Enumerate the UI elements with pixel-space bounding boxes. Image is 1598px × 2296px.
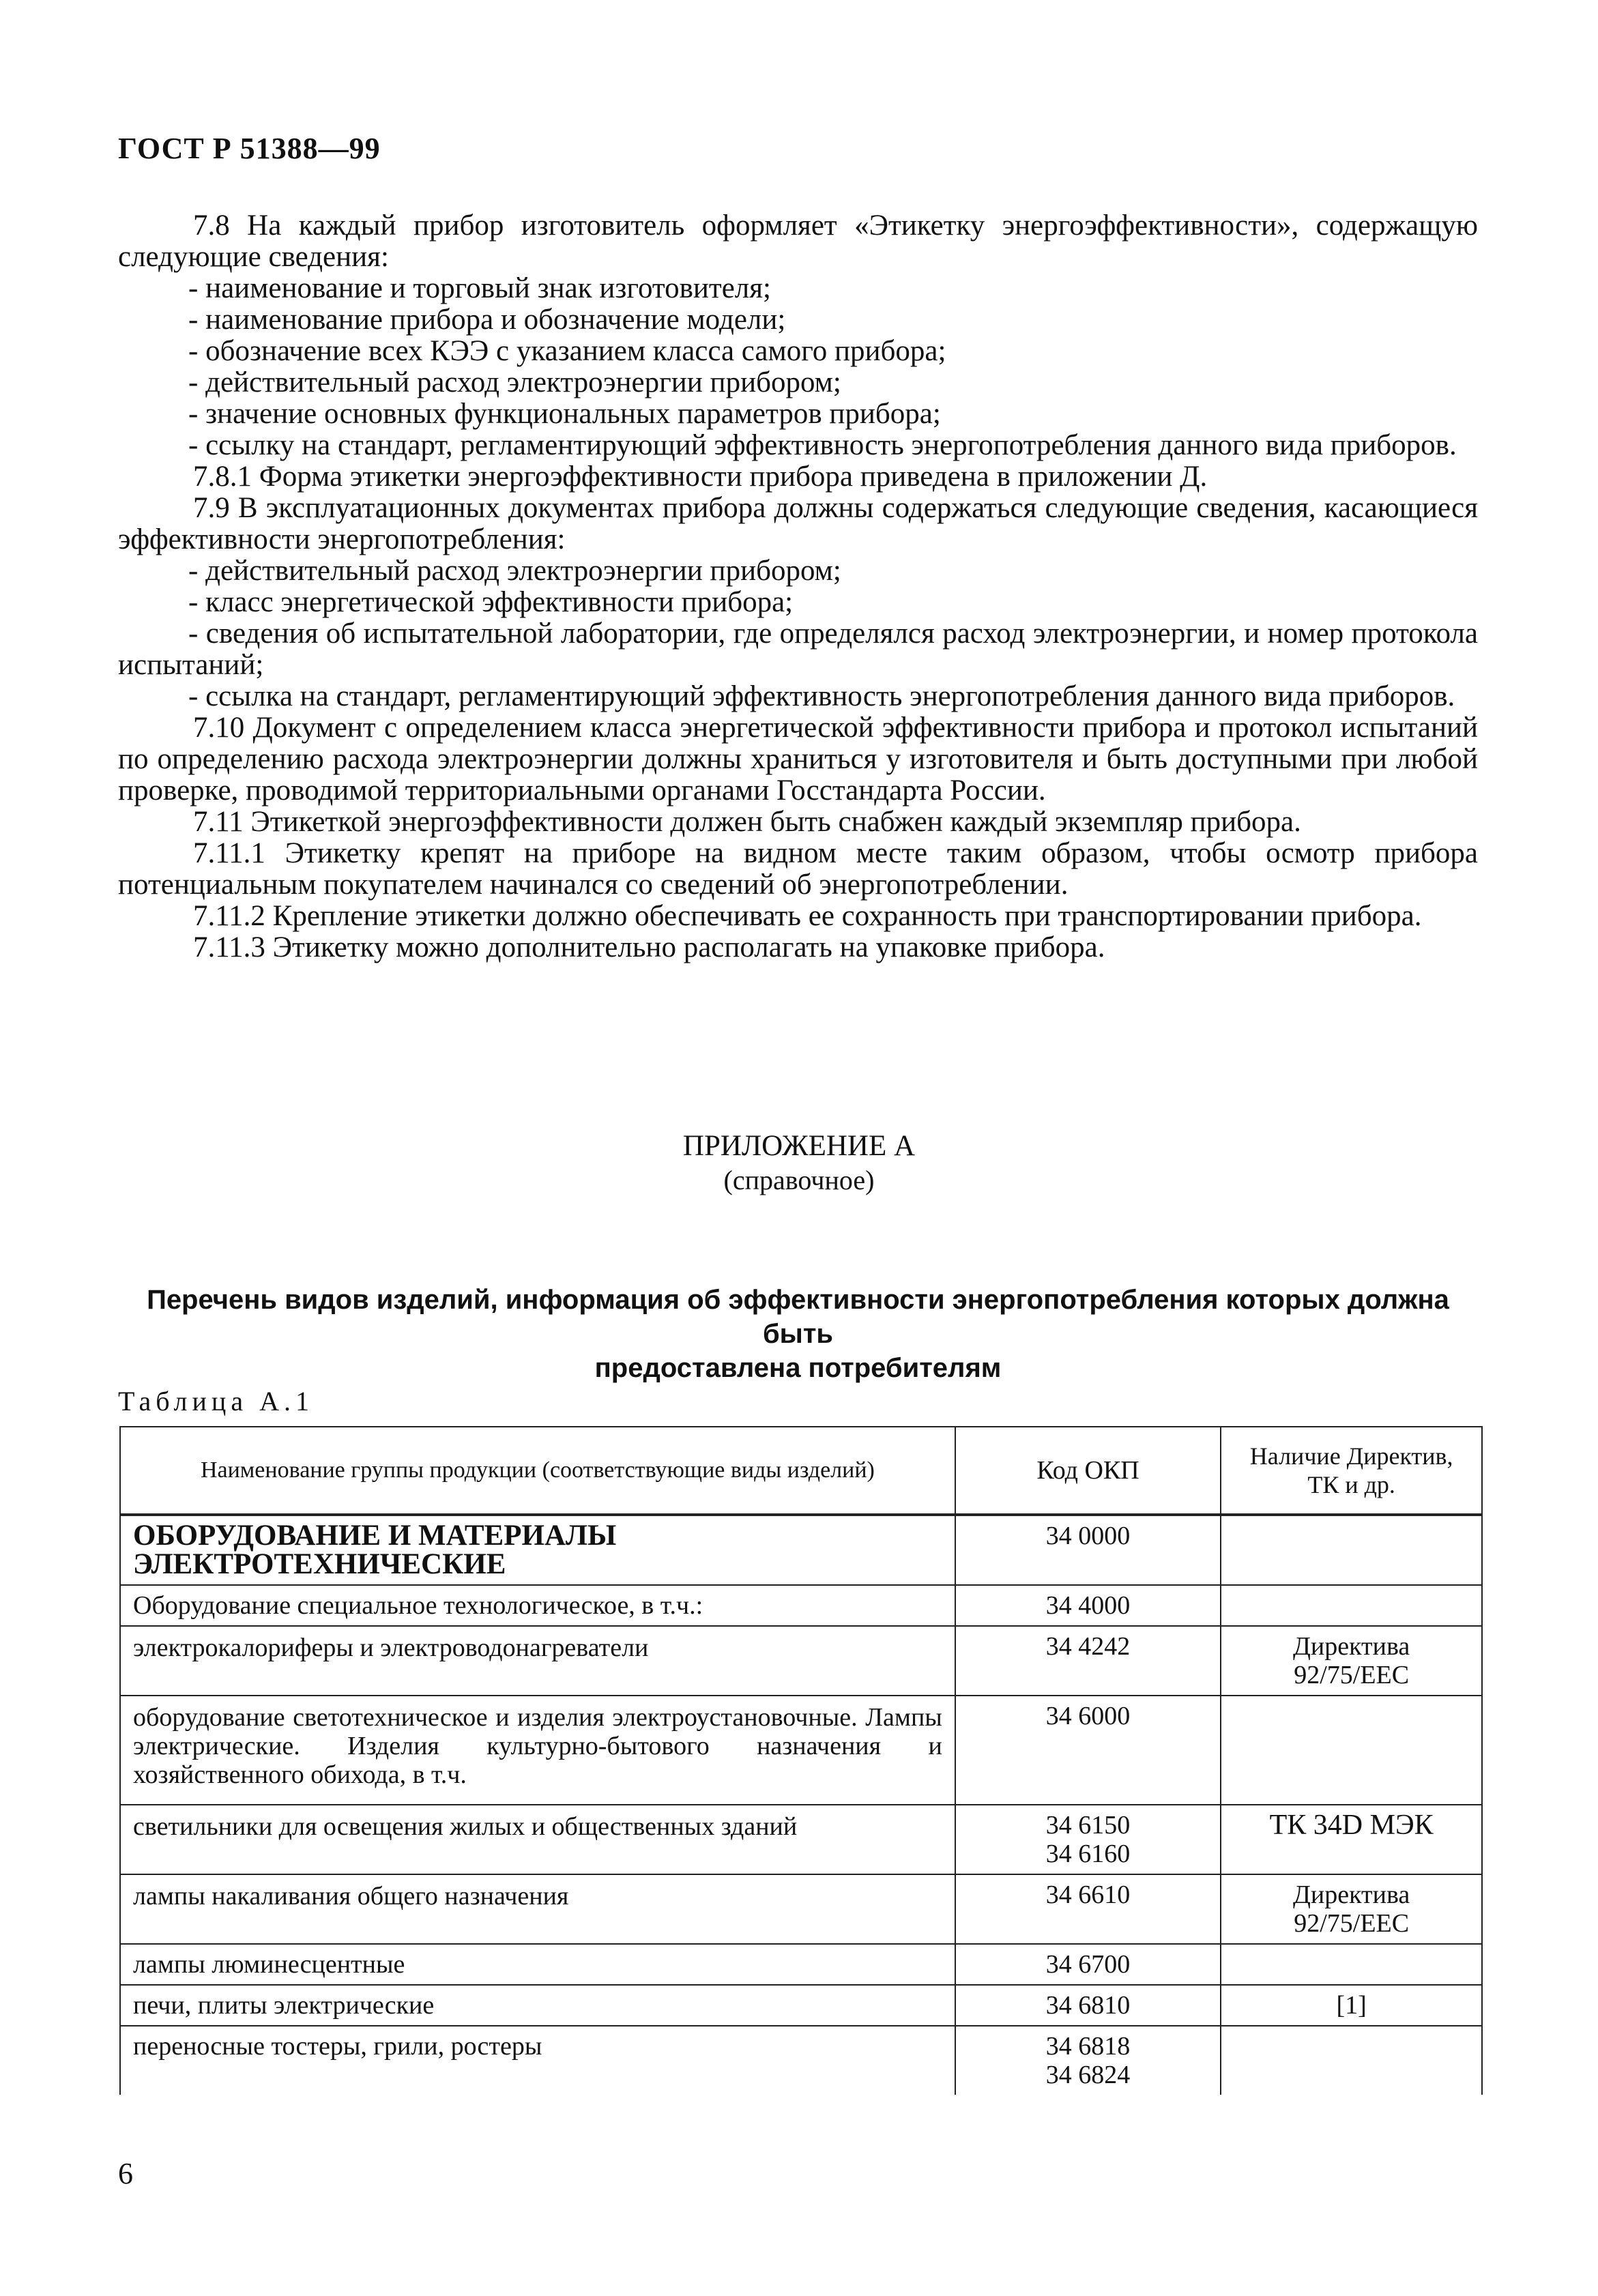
list-item: - значение основных функциональных параметров прибора; <box>188 398 941 430</box>
okp-code: 34 4000 <box>955 1585 1221 1626</box>
reference-text: ТК 34D МЭК <box>1269 1810 1434 1841</box>
table-row <box>120 1944 1482 1985</box>
products-table <box>119 1426 1483 2095</box>
paragraph-7-10: 7.10 Документ с определением класса энергетической эффективности прибора и протокол испытаний по определению расхода электроэнергии должны храниться у изготовителя и быть доступными при любой проверке, проводимой территориальными органами Госстандарта России. <box>118 712 1478 806</box>
table-caption: Таблица А.1 <box>118 1386 314 1416</box>
okp-code-cell <box>955 1805 1221 1874</box>
table-row <box>120 1626 1482 1696</box>
appendix-subtitle: (справочное) <box>723 1165 875 1195</box>
paragraph-7-11-1: 7.11.1 Этикетку крепят на приборе на видном месте таким образом, чтобы осмотр прибора потенциальным покупателем начинался со сведений об энергопотреблении. <box>118 837 1478 901</box>
paragraph-7-11-2: 7.11.2 Крепление этикетки должно обеспечивать ее сохранность при транспортировании прибора. <box>193 900 1422 932</box>
column-header-references: Наличие Директив, ТК и др. <box>1221 1427 1482 1515</box>
table-header-row <box>120 1427 1482 1515</box>
document-body <box>118 210 1478 963</box>
reference-cell <box>1221 1944 1482 1985</box>
product-group-name: лампы накаливания общего назначения <box>120 1874 955 1944</box>
okp-code: 34 6610 <box>955 1874 1221 1944</box>
reference-cell <box>1221 2026 1482 2095</box>
list-item: - действительный расход электроэнергии прибором; <box>188 366 841 398</box>
appendix-title: ПРИЛОЖЕНИЕ А <box>682 1130 916 1162</box>
paragraph-7-9: 7.9 В эксплуатационных документах прибора должны содержаться следующие сведения, касающиеся эффективности энергопотребления: <box>118 492 1478 555</box>
list-item: - сведения об испытательной лаборатории, где определялся расход электроэнергии, и номер протокола испытаний; <box>118 617 1478 681</box>
reference-text: 92/75/EEC <box>1294 1909 1410 1938</box>
product-group-name: печи, плиты электрические <box>120 1985 955 2026</box>
product-group-name: лампы люминесцентные <box>120 1944 955 1985</box>
table-row <box>120 2026 1482 2095</box>
table-title-line: предоставлена потребителям <box>594 1353 1002 1383</box>
reference-text: 92/75/EEC <box>1294 1661 1410 1689</box>
reference-cell <box>1221 1626 1482 1696</box>
table-title <box>118 1283 1478 1385</box>
okp-code: 34 6818 <box>1045 2032 1131 2061</box>
page-number: 6 <box>118 2157 133 2190</box>
okp-code: 34 0000 <box>955 1515 1221 1585</box>
list-item: - ссылка на стандарт, регламентирующий эффективность энергопотребления данного вида приборов. <box>188 680 1455 712</box>
reference-cell <box>1221 1585 1482 1626</box>
reference-cell <box>1221 1874 1482 1944</box>
product-group-name: оборудование светотехническое и изделия электроустановочные. Лампы электрические. Изделия культурно-бытового назначения и хозяйственного обихода, в т.ч. <box>120 1696 955 1805</box>
table-row <box>120 1985 1482 2026</box>
paragraph-7-8-1: 7.8.1 Форма этикетки энергоэффективности прибора приведена в приложении Д. <box>193 461 1208 493</box>
okp-code: 34 6824 <box>1045 2061 1131 2089</box>
okp-code: 34 6000 <box>955 1696 1221 1805</box>
list-item: - наименование прибора и обозначение модели; <box>188 304 786 336</box>
list-item: - обозначение всех КЭЭ с указанием класса самого прибора; <box>188 335 946 367</box>
reference-cell: [1] <box>1221 1985 1482 2026</box>
list-item: - действительный расход электроэнергии прибором; <box>188 555 841 587</box>
column-header-code: Код ОКП <box>955 1427 1221 1515</box>
table-row <box>120 1874 1482 1944</box>
reference-cell <box>1221 1696 1482 1805</box>
reference-cell <box>1221 1805 1482 1874</box>
column-header-name: Наименование группы продукции (соответствующие виды изделий) <box>120 1427 955 1515</box>
product-group-name: ОБОРУДОВАНИЕ И МАТЕРИАЛЫ ЭЛЕКТРОТЕХНИЧЕСКИЕ <box>120 1515 955 1585</box>
list-item: - ссылку на стандарт, регламентирующий эффективность энергопотребления данного вида приборов. <box>188 429 1457 461</box>
product-group-name: Оборудование специальное технологическое, в т.ч.: <box>120 1585 955 1626</box>
okp-code: 34 6700 <box>955 1944 1221 1985</box>
okp-code: 34 6810 <box>955 1985 1221 2026</box>
product-group-name: светильники для освещения жилых и общественных зданий <box>120 1805 955 1874</box>
document-header: ГОСТ Р 51388—99 <box>118 132 381 165</box>
list-item: - наименование и торговый знак изготовителя; <box>188 272 771 304</box>
table-row <box>120 1805 1482 1874</box>
reference-text: Директива <box>1292 1632 1410 1661</box>
paragraph-7-11: 7.11 Этикеткой энергоэффективности должен быть снабжен каждый экземпляр прибора. <box>193 806 1301 838</box>
table-row <box>120 1696 1482 1805</box>
paragraph-7-8: 7.8 На каждый прибор изготовитель оформляет «Этикетку энергоэффективности», содержащую следующие сведения: <box>118 209 1478 273</box>
okp-code: 34 6160 <box>1045 1840 1131 1868</box>
okp-code-cell <box>955 2026 1221 2095</box>
product-group-name: переносные тостеры, грили, ростеры <box>120 2026 955 2095</box>
appendix-heading <box>0 1129 1598 1197</box>
table-title-line: Перечень видов изделий, информация об эффективности энергопотребления которых должна быть <box>147 1285 1449 1349</box>
paragraph-7-11-3: 7.11.3 Этикетку можно дополнительно располагать на упаковке прибора. <box>193 931 1105 963</box>
table-row <box>120 1585 1482 1626</box>
table-row <box>120 1515 1482 1585</box>
list-item: - класс энергетической эффективности прибора; <box>188 586 794 618</box>
reference-text: Директива <box>1292 1880 1410 1909</box>
okp-code: 34 6150 <box>1045 1811 1131 1840</box>
okp-code: 34 4242 <box>955 1626 1221 1696</box>
reference-cell <box>1221 1515 1482 1585</box>
product-group-name: электрокалориферы и электроводонагреватели <box>120 1626 955 1696</box>
